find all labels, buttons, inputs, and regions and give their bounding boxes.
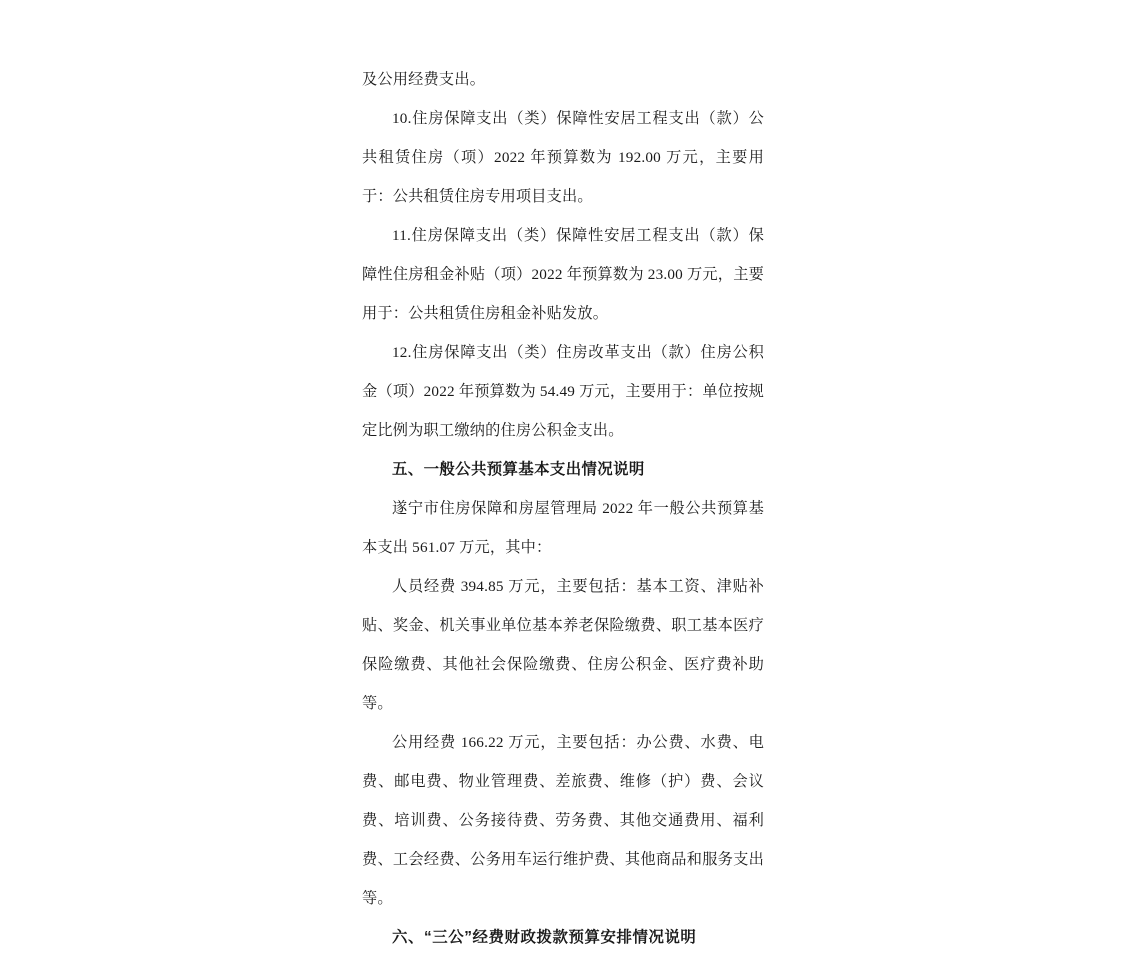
heading-section-five: 五、一般公共预算基本支出情况说明 <box>392 461 645 478</box>
heading-section-six: 六、“三公”经费财政拨款预算安排情况说明 <box>392 929 697 946</box>
paragraph-personnel-expense: 人员经费 394.85 万元，主要包括：基本工资、津贴补贴、奖金、机关事业单位基本养老保险缴费、职工基本医疗保险缴费、其他社会保险缴费、住房公积金、医疗费补助等。 <box>362 578 764 712</box>
paragraph-item-10: 10.住房保障支出（类）保障性安居工程支出（款）公共租赁住房（项）2022 年预算数为 192.00 万元，主要用于：公共租赁住房专用项目支出。 <box>362 110 764 205</box>
paragraph-continuation: 及公用经费支出。 <box>362 71 486 88</box>
document-text-column <box>362 60 764 957</box>
paragraph-public-expense: 公用经费 166.22 万元，主要包括：办公费、水费、电费、邮电费、物业管理费、差旅费、维修（护）费、会议费、培训费、公务接待费、劳务费、其他交通费用、福利费、工会经费、公务用车运行维护费、其他商品和服务支出等。 <box>362 734 764 907</box>
paragraph-item-12: 12.住房保障支出（类）住房改革支出（款）住房公积金（项）2022 年预算数为 54.49 万元，主要用于：单位按规定比例为职工缴纳的住房公积金支出。 <box>362 344 764 439</box>
paragraph-item-11: 11.住房保障支出（类）保障性安居工程支出（款）保障性住房租金补贴（项）2022 年预算数为 23.00 万元，主要用于：公共租赁住房租金补贴发放。 <box>362 227 764 322</box>
paragraph-section-five-intro: 遂宁市住房保障和房屋管理局 2022 年一般公共预算基本支出 561.07 万元，其中： <box>362 500 764 556</box>
